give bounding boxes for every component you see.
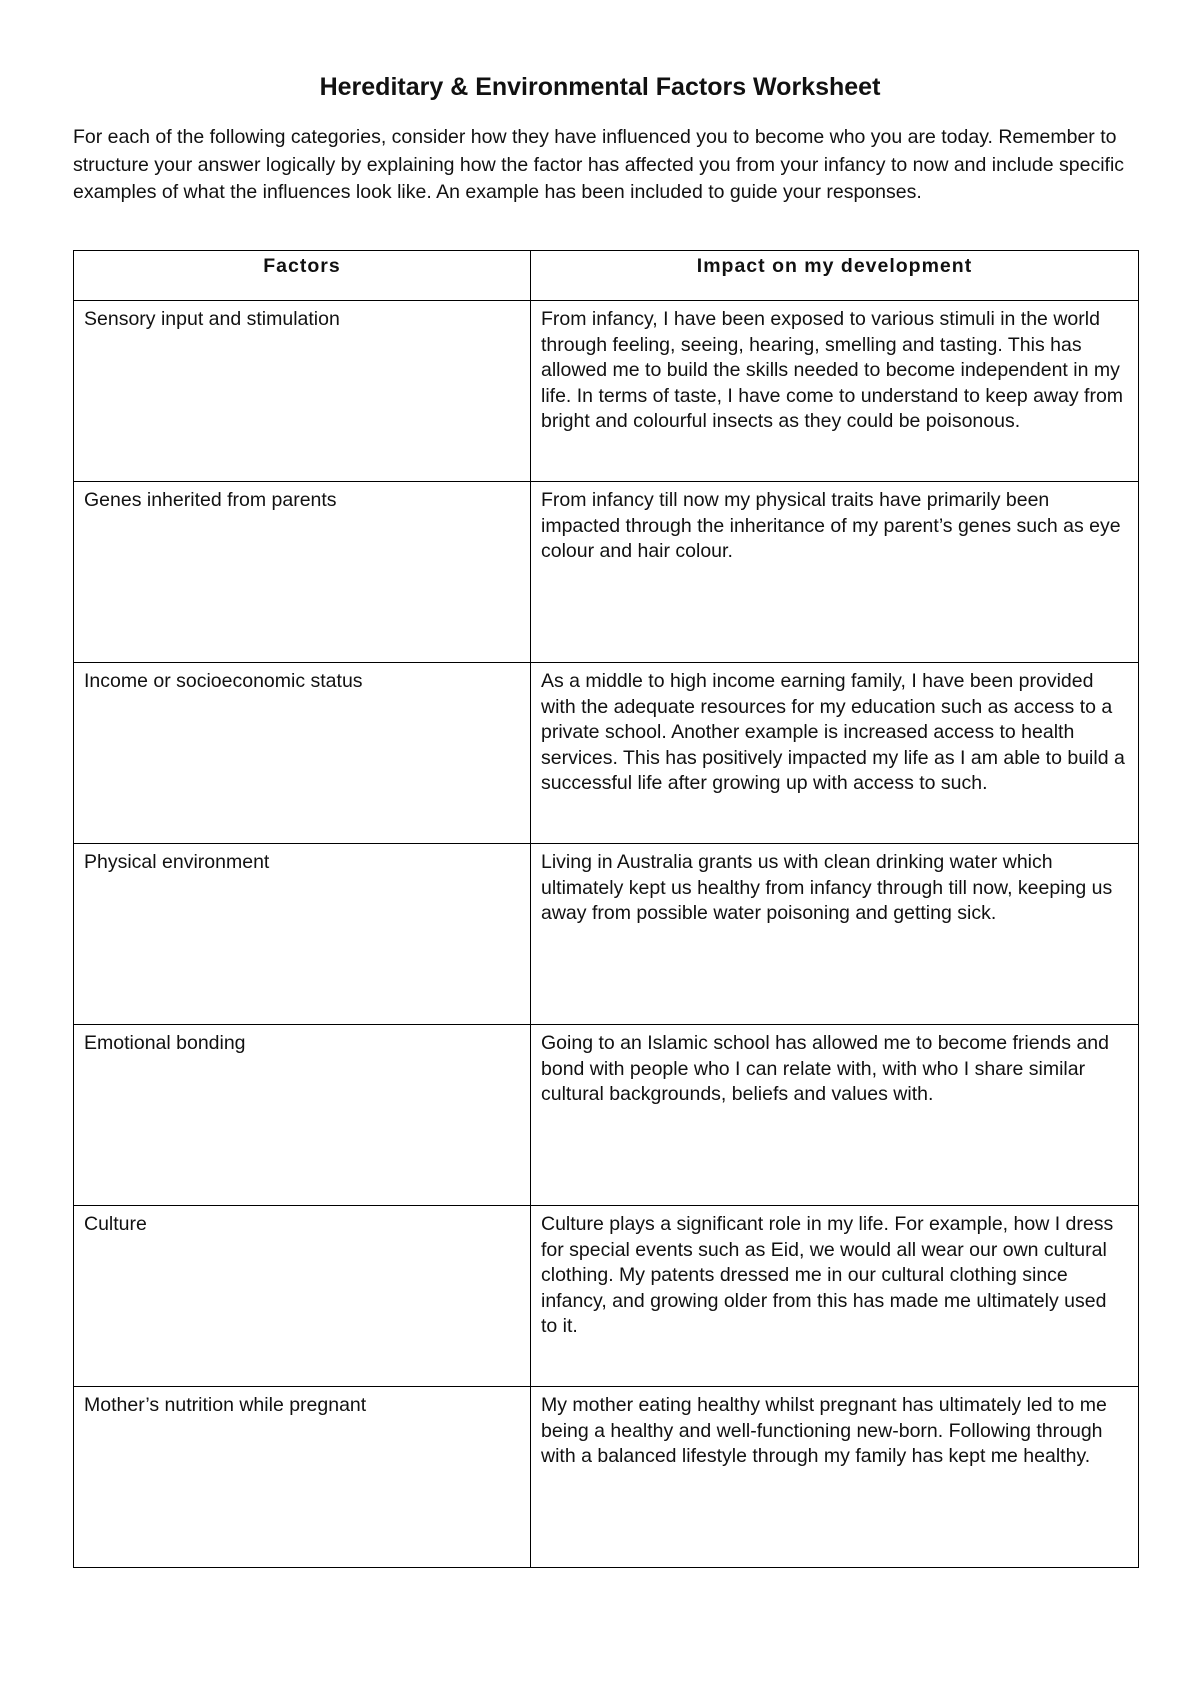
factor-cell: Income or socioeconomic status xyxy=(74,663,531,844)
factor-cell: Physical environment xyxy=(74,844,531,1025)
page-title: Hereditary & Environmental Factors Worksheet xyxy=(319,73,881,101)
impact-cell: As a middle to high income earning family, I have been provided with the adequate resources for my education such as access to a private school. Another example is increased access to health services. This has positively impacted my life as I am able to build a successful life after growing up with access to such. xyxy=(531,663,1139,844)
factor-cell: Genes inherited from parents xyxy=(74,482,531,663)
table-header-row xyxy=(74,251,1139,301)
impact-cell: From infancy till now my physical traits have primarily been impacted through the inheritance of my parent’s genes such as eye colour and hair colour. xyxy=(531,482,1139,663)
table-row xyxy=(74,301,1139,482)
impact-cell: From infancy, I have been exposed to various stimuli in the world through feeling, seeing, hearing, smelling and tasting. This has allowed me to build the skills needed to become independent in my life. In terms of taste, I have come to understand to keep away from bright and colourful insects as they could be poisonous. xyxy=(531,301,1139,482)
impact-cell: My mother eating healthy whilst pregnant has ultimately led to me being a healthy and well-functioning new-born. Following through with a balanced lifestyle through my family has kept me healthy. xyxy=(531,1387,1139,1568)
table-row xyxy=(74,844,1139,1025)
impact-cell: Living in Australia grants us with clean drinking water which ultimately kept us healthy from infancy through till now, keeping us away from possible water poisoning and getting sick. xyxy=(531,844,1139,1025)
factors-table xyxy=(73,250,1139,1568)
table-row xyxy=(74,1025,1139,1206)
table-row xyxy=(74,1387,1139,1568)
factor-cell: Culture xyxy=(74,1206,531,1387)
intro-paragraph: For each of the following categories, consider how they have influenced you to become who you are today. Remember to structure your answer logically by explaining how the factor has affected you from your infancy to now and include specific examples of what the influences look like. An example has been included to guide your responses. xyxy=(73,126,1125,203)
table-row xyxy=(74,663,1139,844)
factors-column-header: Factors xyxy=(74,251,531,301)
table-row xyxy=(74,1206,1139,1387)
factor-cell: Sensory input and stimulation xyxy=(74,301,531,482)
factor-cell: Emotional bonding xyxy=(74,1025,531,1206)
factor-cell: Mother’s nutrition while pregnant xyxy=(74,1387,531,1568)
table-row xyxy=(74,482,1139,663)
impact-column-header: Impact on my development xyxy=(531,251,1139,301)
impact-cell: Culture plays a significant role in my life. For example, how I dress for special events such as Eid, we would all wear our own cultural clothing. My patents dressed me in our cultural clothing since infancy, and growing older from this has made me ultimately used to it. xyxy=(531,1206,1139,1387)
impact-cell: Going to an Islamic school has allowed me to become friends and bond with people who I can relate with, with who I share similar cultural backgrounds, beliefs and values with. xyxy=(531,1025,1139,1206)
